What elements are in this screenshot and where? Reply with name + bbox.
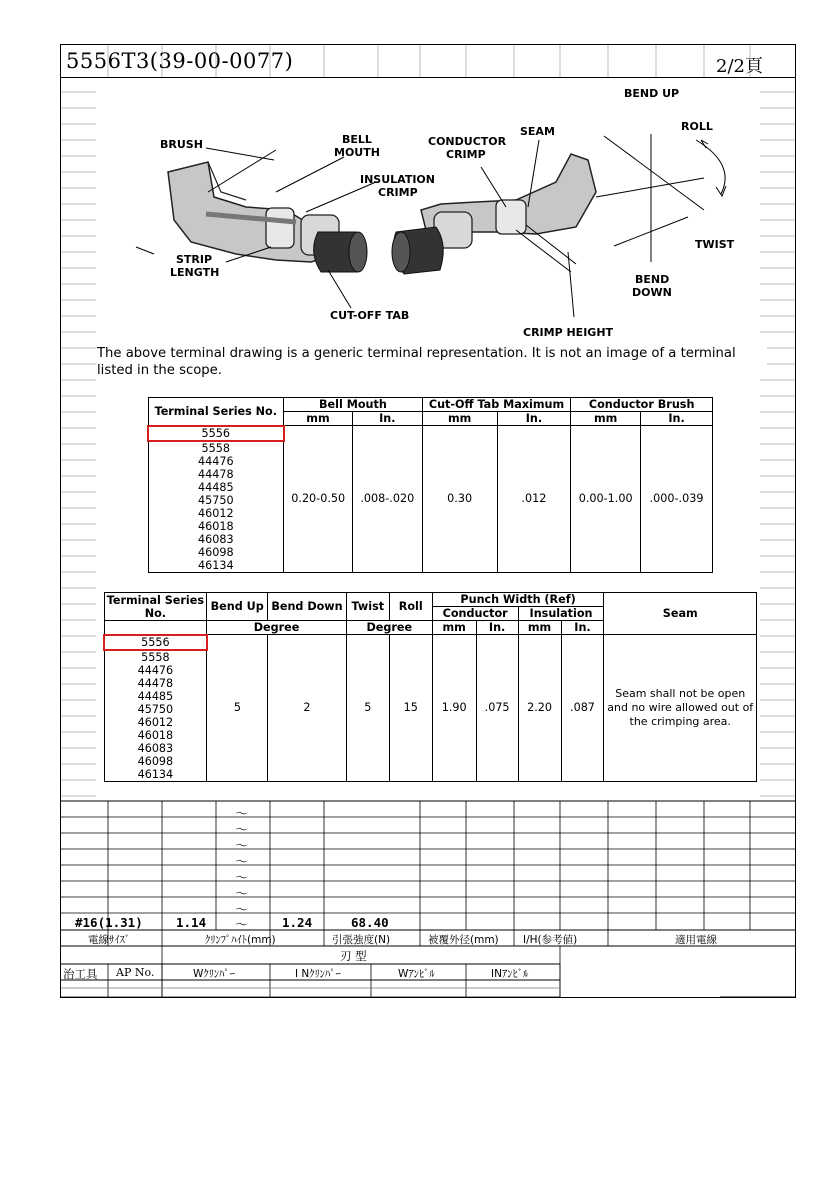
header-conductor-brush: Conductor Brush [571,398,713,412]
series-cell: 46098 [104,755,207,768]
label-conductor-1: CONDUCTOR [428,135,507,148]
header-bend-down: Bend Down [268,593,347,621]
series-cell: 5558 [104,650,207,664]
unit-mm: mm [284,412,353,426]
conductor-in-value: .075 [476,635,518,782]
series-cell: 46012 [104,716,207,729]
header-punch-width: Punch Width (Ref) [432,593,604,607]
label-crimp-height: CRIMP HEIGHT [523,326,614,339]
unit-in: In. [561,621,604,635]
header-crimp-height: ｸﾘﾝﾌﾟﾊｲﾄ(mm) [205,934,276,946]
header-terminal-series: Terminal Series No. [148,398,284,426]
w-crimper-label: Wｸﾘﾝﾊﾟｰ [193,968,235,980]
label-strip-1: STRIP [176,253,213,266]
crimp-height-max: 1.24 [282,915,313,930]
series-cell: 5558 [148,441,284,455]
range-tilde: ～ [235,823,249,838]
header-roll: Roll [389,593,432,621]
header-conductor: Conductor [432,607,518,621]
series-cell: 46018 [104,729,207,742]
page-title: 5556T3(39-00-0077) [66,49,294,73]
header-insulation-od: 被覆外径(mm) [428,934,499,946]
series-cell: 46012 [148,507,284,520]
unit-in: In. [497,412,571,426]
insulation-in-value: .087 [561,635,604,782]
crimp-height-min: 1.14 [176,915,207,930]
range-tilde: ～ [235,903,249,918]
series-cell: 5556 [148,426,284,441]
header-cutoff-tab: Cut-Off Tab Maximum [422,398,571,412]
brush-mm-value: 0.00-1.00 [571,426,641,573]
unit-in: In. [352,412,422,426]
brush-in-value: .000-.039 [641,426,713,573]
header-applicable-wire: 適用電線 [675,934,717,946]
label-bell-mouth-2: MOUTH [334,146,380,159]
bend-up-value: 5 [207,635,268,782]
jig-label: 治工具 [63,967,98,981]
range-tilde: ～ [235,887,249,902]
label-brush: BRUSH [160,138,203,151]
unit-in: In. [641,412,713,426]
series-cell: 46018 [148,520,284,533]
conductor-mm-value: 1.90 [432,635,476,782]
unit-degree: Degree [207,621,347,635]
twist-value: 5 [346,635,389,782]
w-anvil-label: Wｱﾝﾋﾞﾙ [398,968,435,980]
label-bell-mouth-1: BELL [342,133,372,146]
unit-in: In. [476,621,518,635]
label-seam: SEAM [520,125,555,138]
label-bend-down-2: DOWN [632,286,672,299]
cutoff-in-value: .012 [497,426,571,573]
unit-mm: mm [518,621,561,635]
series-cell: 45750 [148,494,284,507]
header-terminal-series: Terminal Series No. [104,593,207,621]
header-seam: Seam [604,593,757,635]
series-cell: 44478 [104,677,207,690]
unit-mm: mm [571,412,641,426]
header-bell-mouth: Bell Mouth [284,398,423,412]
roll-value: 15 [389,635,432,782]
label-bend-up: BEND UP [624,87,680,100]
series-cell: 44476 [104,664,207,677]
series-cell: 45750 [104,703,207,716]
header-twist: Twist [346,593,389,621]
label-strip-2: LENGTH [170,266,220,279]
label-bend-down-1: BEND [635,273,670,286]
header-bend-up: Bend Up [207,593,268,621]
label-conductor-2: CRIMP [446,148,486,161]
seam-value: Seam shall not be open and no wire allowed out of the crimping area. [604,635,757,782]
series-cell: 46134 [104,768,207,782]
header-tensile: 引張強度(N) [332,934,391,946]
header-insulation: Insulation [518,607,604,621]
label-roll: ROLL [681,120,713,133]
bend-down-value: 2 [268,635,347,782]
range-tilde: ～ [235,807,249,822]
disclaimer-note: The above terminal drawing is a generic terminal representation. It is not an image of a terminal listed in the scope. [97,345,767,379]
series-cell: 44485 [148,481,284,494]
series-cell: 44476 [148,455,284,468]
tensile-strength-value: 68.40 [351,915,389,930]
range-tilde: ～ [235,855,249,870]
series-cell: 46083 [104,742,207,755]
series-cell: 46134 [148,559,284,573]
bell-mouth-mm-value: 0.20-0.50 [284,426,353,573]
range-tilde: ～ [235,839,249,854]
page-number: 2/2頁 [716,56,763,77]
unit-mm: mm [422,412,497,426]
header-ih: I/H(参考値) [523,934,578,946]
label-twist: TWIST [695,238,735,251]
range-tilde: ～ [235,918,249,933]
series-cell: 44485 [104,690,207,703]
wire-size-value: #16(1.31) [75,915,143,930]
label-cutoff-tab: CUT-OFF TAB [330,309,410,322]
bell-mouth-in-value: .008-.020 [352,426,422,573]
in-crimper-label: I Nｸﾘﾝﾊﾟｰ [295,968,341,980]
unit-degree: Degree [346,621,432,635]
cutoff-mm-value: 0.30 [422,426,497,573]
in-anvil-label: INｱﾝﾋﾞﾙ [491,968,529,980]
label-insulation-1: INSULATION [360,173,435,186]
series-cell: 5556 [104,635,207,650]
label-insulation-2: CRIMP [378,186,418,199]
series-cell: 46098 [148,546,284,559]
series-cell: 46083 [148,533,284,546]
insulation-mm-value: 2.20 [518,635,561,782]
header-wire-size: 電線ｻｲｽﾞ [88,934,130,946]
series-cell: 44478 [148,468,284,481]
unit-mm: mm [432,621,476,635]
ap-no-label: AP No. [116,966,155,979]
blade-type-label: 刃 型 [340,949,367,963]
range-tilde: ～ [235,871,249,886]
